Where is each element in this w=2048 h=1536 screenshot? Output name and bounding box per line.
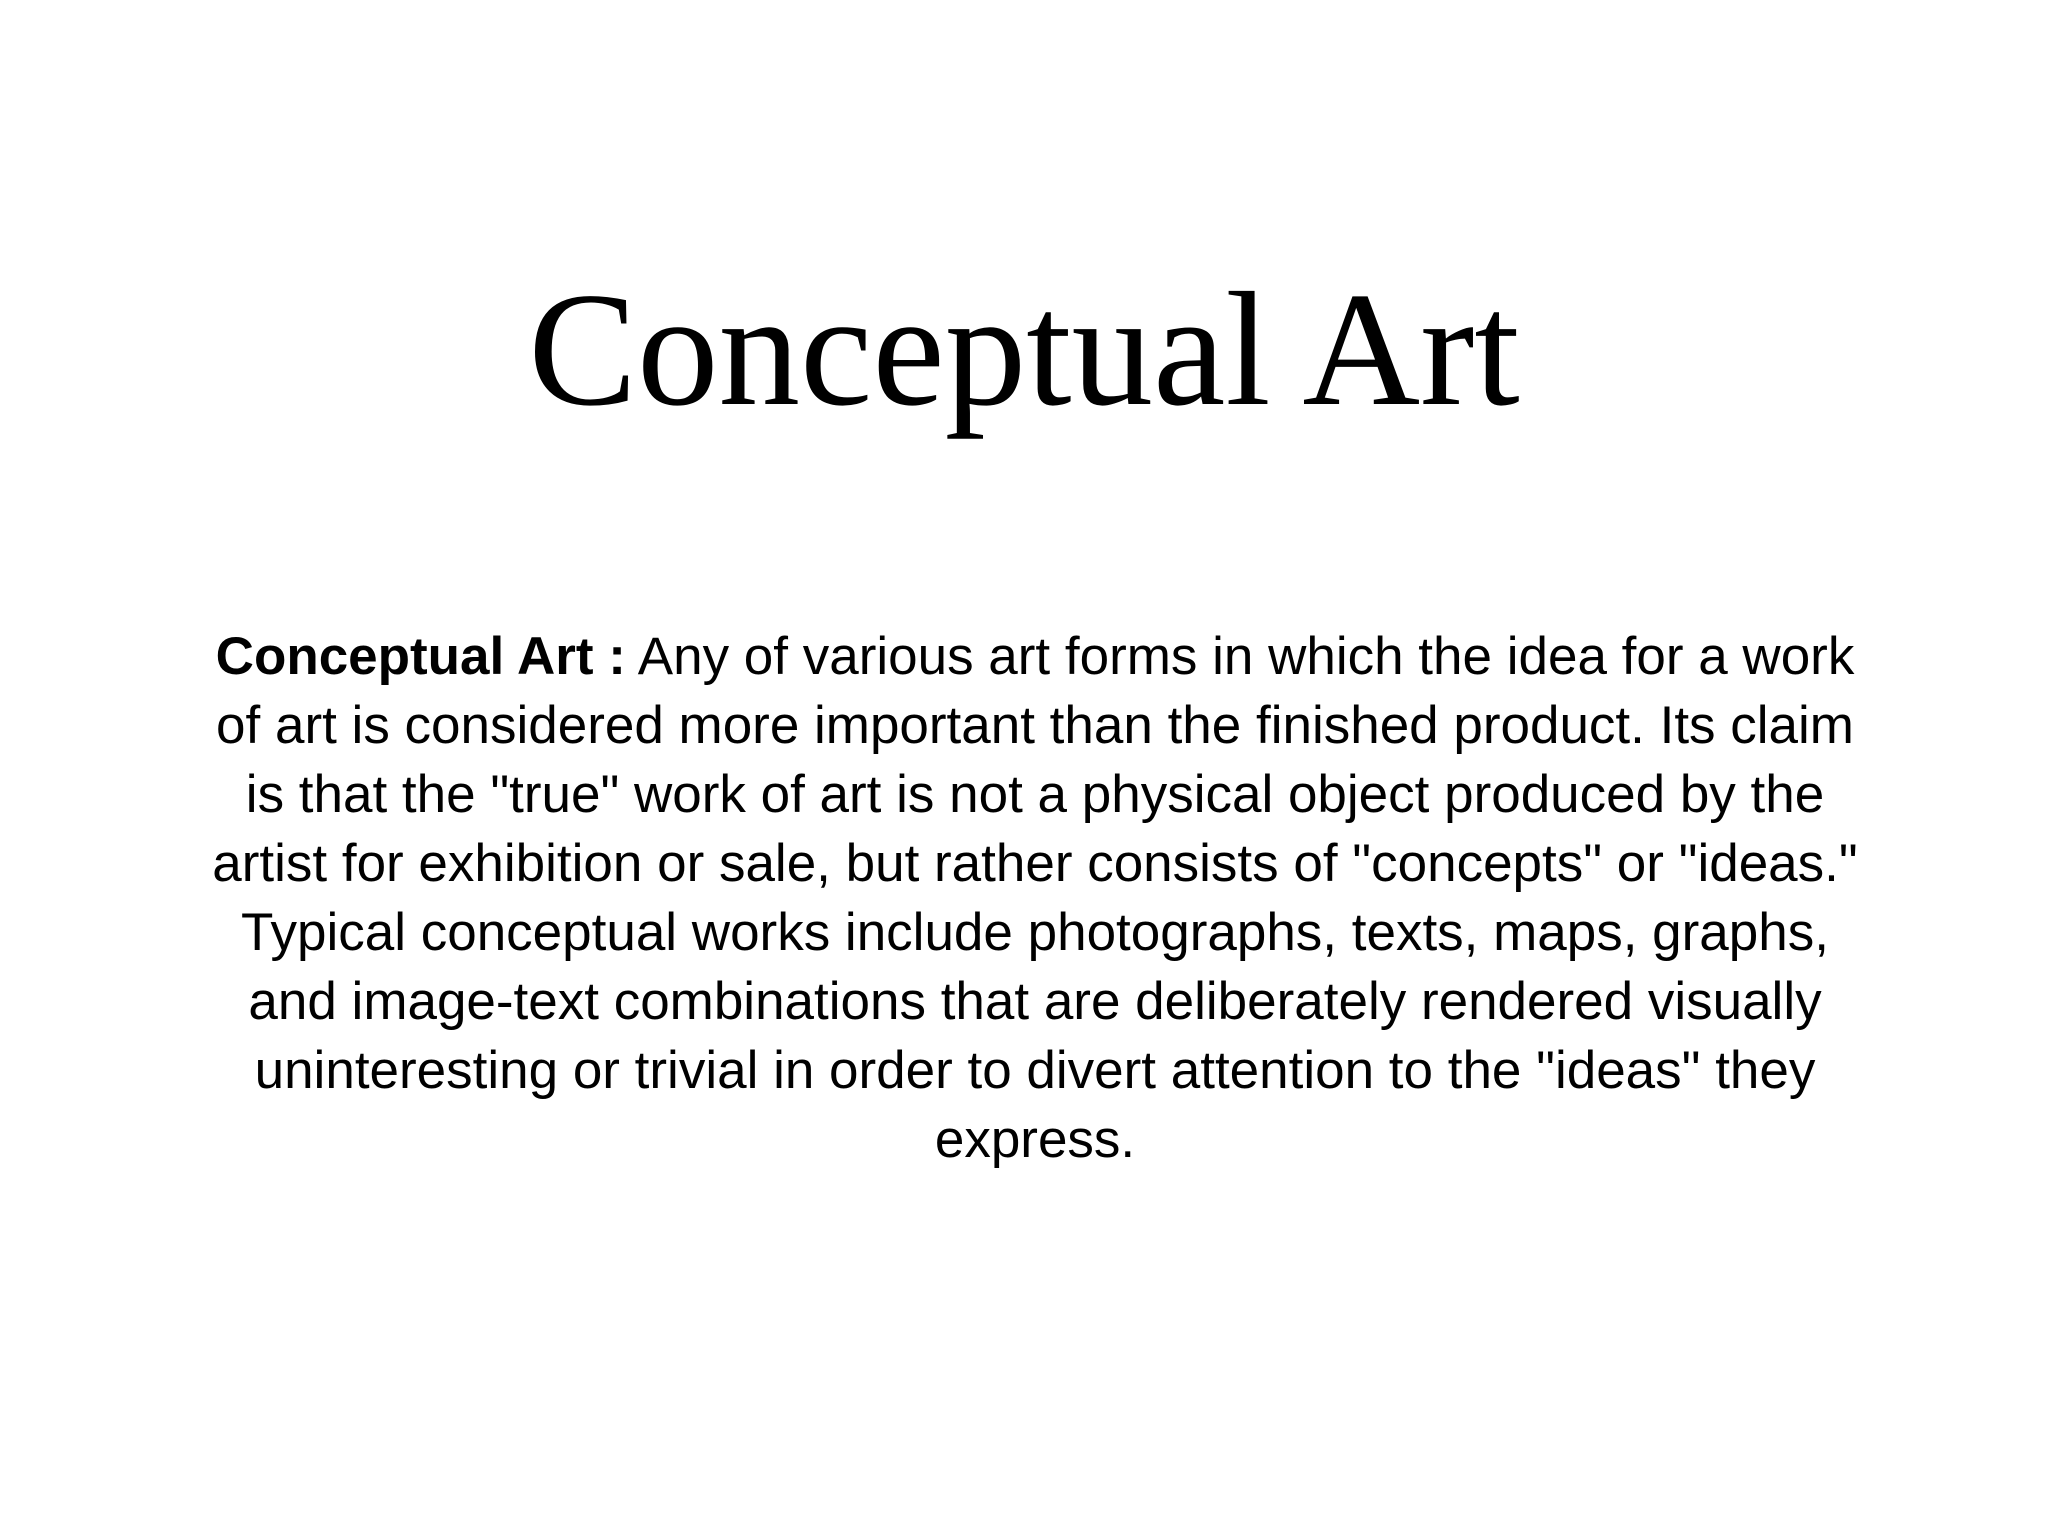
slide-body bbox=[190, 622, 1880, 1174]
definition-text: Any of various art forms in which the idea for a work of art is considered more important than the finished product. Its claim is that the "true" work of art is not a physical object produced by the artist for exhibition or sale, but rather consists of "concepts" or "ideas." bbox=[212, 627, 1858, 893]
definition-term: Conceptual Art : bbox=[215, 627, 626, 686]
examples-paragraph: Typical conceptual works include photographs, texts, maps, graphs, and image-text combinations that are deliberately rendered visually uninteresting or trivial in order to divert attention to the "ideas" they express. bbox=[241, 903, 1829, 1169]
definition-paragraph bbox=[190, 622, 1880, 898]
slide-title: Conceptual Art bbox=[528, 260, 1520, 440]
